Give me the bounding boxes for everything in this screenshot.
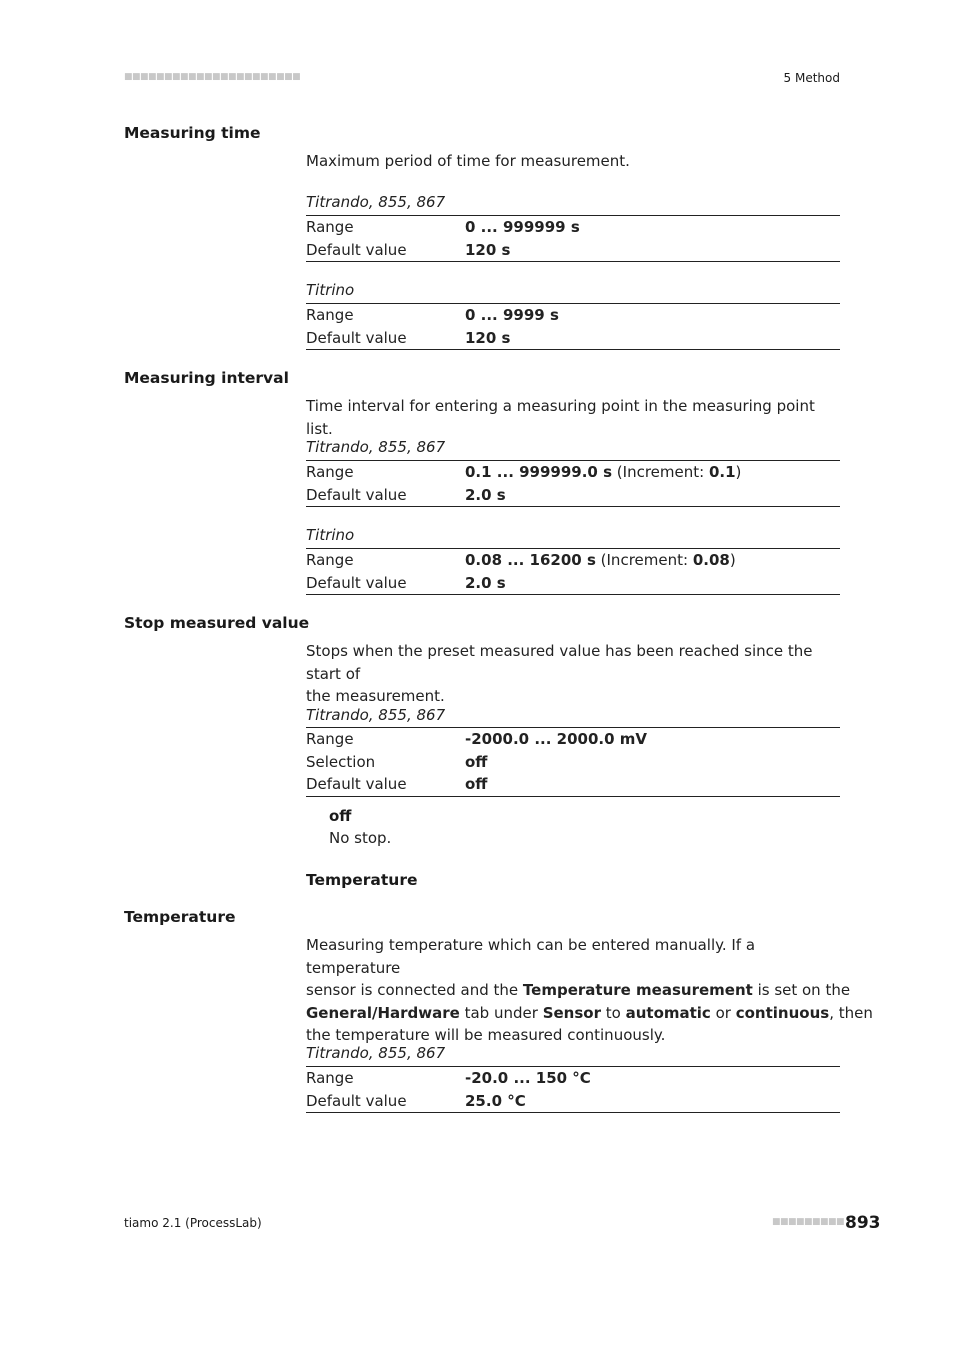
text-run: or [710, 1003, 736, 1022]
device-context-label: Titrando, 855, 867 [306, 193, 446, 211]
parameter-label: Default value [306, 485, 407, 504]
parameter-row-range [306, 461, 840, 484]
description-line [306, 1002, 873, 1025]
parameter-row-selection [306, 751, 840, 774]
description-line: Measuring temperature which can be entered manually. If a temperature [306, 936, 756, 977]
parameter-label: Selection [306, 752, 376, 771]
ui-term: General/Hardware [306, 1003, 460, 1022]
device-context-label: Titrando, 855, 867 [306, 438, 446, 456]
parameter-label: Range [306, 306, 354, 325]
parameter-label: Range [306, 463, 354, 482]
parameter-row-default [306, 572, 840, 595]
description-line [306, 979, 851, 1002]
ui-term: automatic [625, 1003, 711, 1022]
parameter-row-range [306, 1067, 840, 1090]
parameter-label: Default value [306, 240, 407, 259]
increment-prefix: (Increment: [595, 551, 693, 570]
parameter-value: 0 ... 9999 s [465, 306, 559, 325]
parameter-row-default [306, 239, 840, 262]
parameter-label: Range [306, 218, 354, 237]
parameter-label: Default value [306, 328, 407, 347]
parameter-value: 120 s [465, 328, 511, 347]
parameter-value: 120 s [465, 240, 511, 259]
parameter-value: 0 ... 999999 s [465, 218, 580, 237]
description-line: the measurement. [306, 687, 445, 705]
parameter-row-range [306, 728, 840, 751]
parameter-row-default [306, 484, 840, 507]
parameter-table [306, 727, 840, 797]
ui-term: Temperature measurement [522, 981, 753, 999]
parameter-table [306, 548, 840, 595]
parameter-value: off [465, 752, 488, 771]
parameter-table [306, 460, 840, 507]
parameter-row-default [306, 327, 840, 350]
increment-value: 0.08 [692, 551, 730, 570]
parameter-value: off [465, 775, 488, 794]
parameter-value: -20.0 ... 150 °C [465, 1069, 591, 1088]
measuring-interval-description: Time interval for entering a measuring point in the measuring point list. [306, 397, 815, 438]
section-heading-measuring-interval: Measuring interval [124, 369, 289, 387]
device-context-label: Titrando, 855, 867 [306, 706, 446, 724]
increment-prefix: (Increment: [612, 463, 709, 482]
page-number: 893 [845, 1213, 881, 1233]
parameter-label: Default value [306, 1091, 407, 1110]
measuring-time-description: Maximum period of time for measurement. [306, 152, 630, 170]
section-heading-measuring-time: Measuring time [124, 124, 261, 142]
parameter-value: -2000.0 ... 2000.0 mV [465, 730, 647, 749]
text-run: is set on the [752, 981, 851, 999]
stop-measured-value-description [306, 640, 840, 708]
parameter-row-default [306, 773, 840, 796]
parameter-label: Default value [306, 775, 407, 794]
parameter-table [306, 303, 840, 350]
device-context-label: Titrando, 855, 867 [306, 1044, 446, 1062]
parameter-value: 25.0 °C [465, 1091, 526, 1110]
increment-value: 0.1 [708, 463, 736, 482]
device-context-label: Titrino [306, 281, 355, 299]
parameter-label: Range [306, 730, 354, 749]
parameter-label: Range [306, 1069, 354, 1088]
parameter-table [306, 1066, 840, 1113]
temperature-description [306, 934, 873, 1047]
parameter-value: 2.0 s [465, 485, 506, 504]
section-heading-temperature: Temperature [124, 908, 236, 926]
parameter-table [306, 215, 840, 262]
parameter-label: Range [306, 551, 354, 570]
device-context-label: Titrino [306, 526, 355, 544]
chapter-title: 5 Method [783, 71, 840, 85]
parameter-row-range [306, 216, 840, 239]
parameter-label: Default value [306, 573, 407, 592]
option-explanation: No stop. [329, 829, 392, 847]
section-heading-stop-measured-value: Stop measured value [124, 614, 310, 632]
text-run: , then [829, 1003, 873, 1022]
ui-term: Sensor [542, 1003, 601, 1022]
parameter-value: 2.0 s [465, 573, 506, 592]
parameter-row-range [306, 549, 840, 572]
ui-term: continuous [735, 1003, 830, 1022]
range-value: 0.1 ... 999999.0 s [465, 463, 613, 482]
header-decoration: ■■■■■■■■■■■■■■■■■■■■■■ [124, 72, 301, 82]
increment-suffix: ) [735, 463, 742, 482]
parameter-row-range [306, 304, 840, 327]
text-run: sensor is connected and the [306, 981, 523, 999]
text-run: tab under [459, 1003, 543, 1022]
range-value: 0.08 ... 16200 s [465, 551, 596, 570]
footer-decoration: ■■■■■■■■■ [772, 1217, 845, 1227]
parameter-value [465, 551, 736, 569]
sub-heading-temperature: Temperature [306, 871, 418, 889]
increment-suffix: ) [729, 551, 736, 570]
description-line: Stops when the preset measured value has been reached since the start of [306, 642, 813, 683]
text-run: to [600, 1003, 626, 1022]
parameter-value [465, 463, 741, 481]
footer-product: tiamo 2.1 (ProcessLab) [124, 1216, 262, 1230]
description-line: the temperature will be measured continuously. [306, 1026, 666, 1044]
parameter-row-default [306, 1090, 840, 1113]
option-term: off [329, 807, 352, 825]
